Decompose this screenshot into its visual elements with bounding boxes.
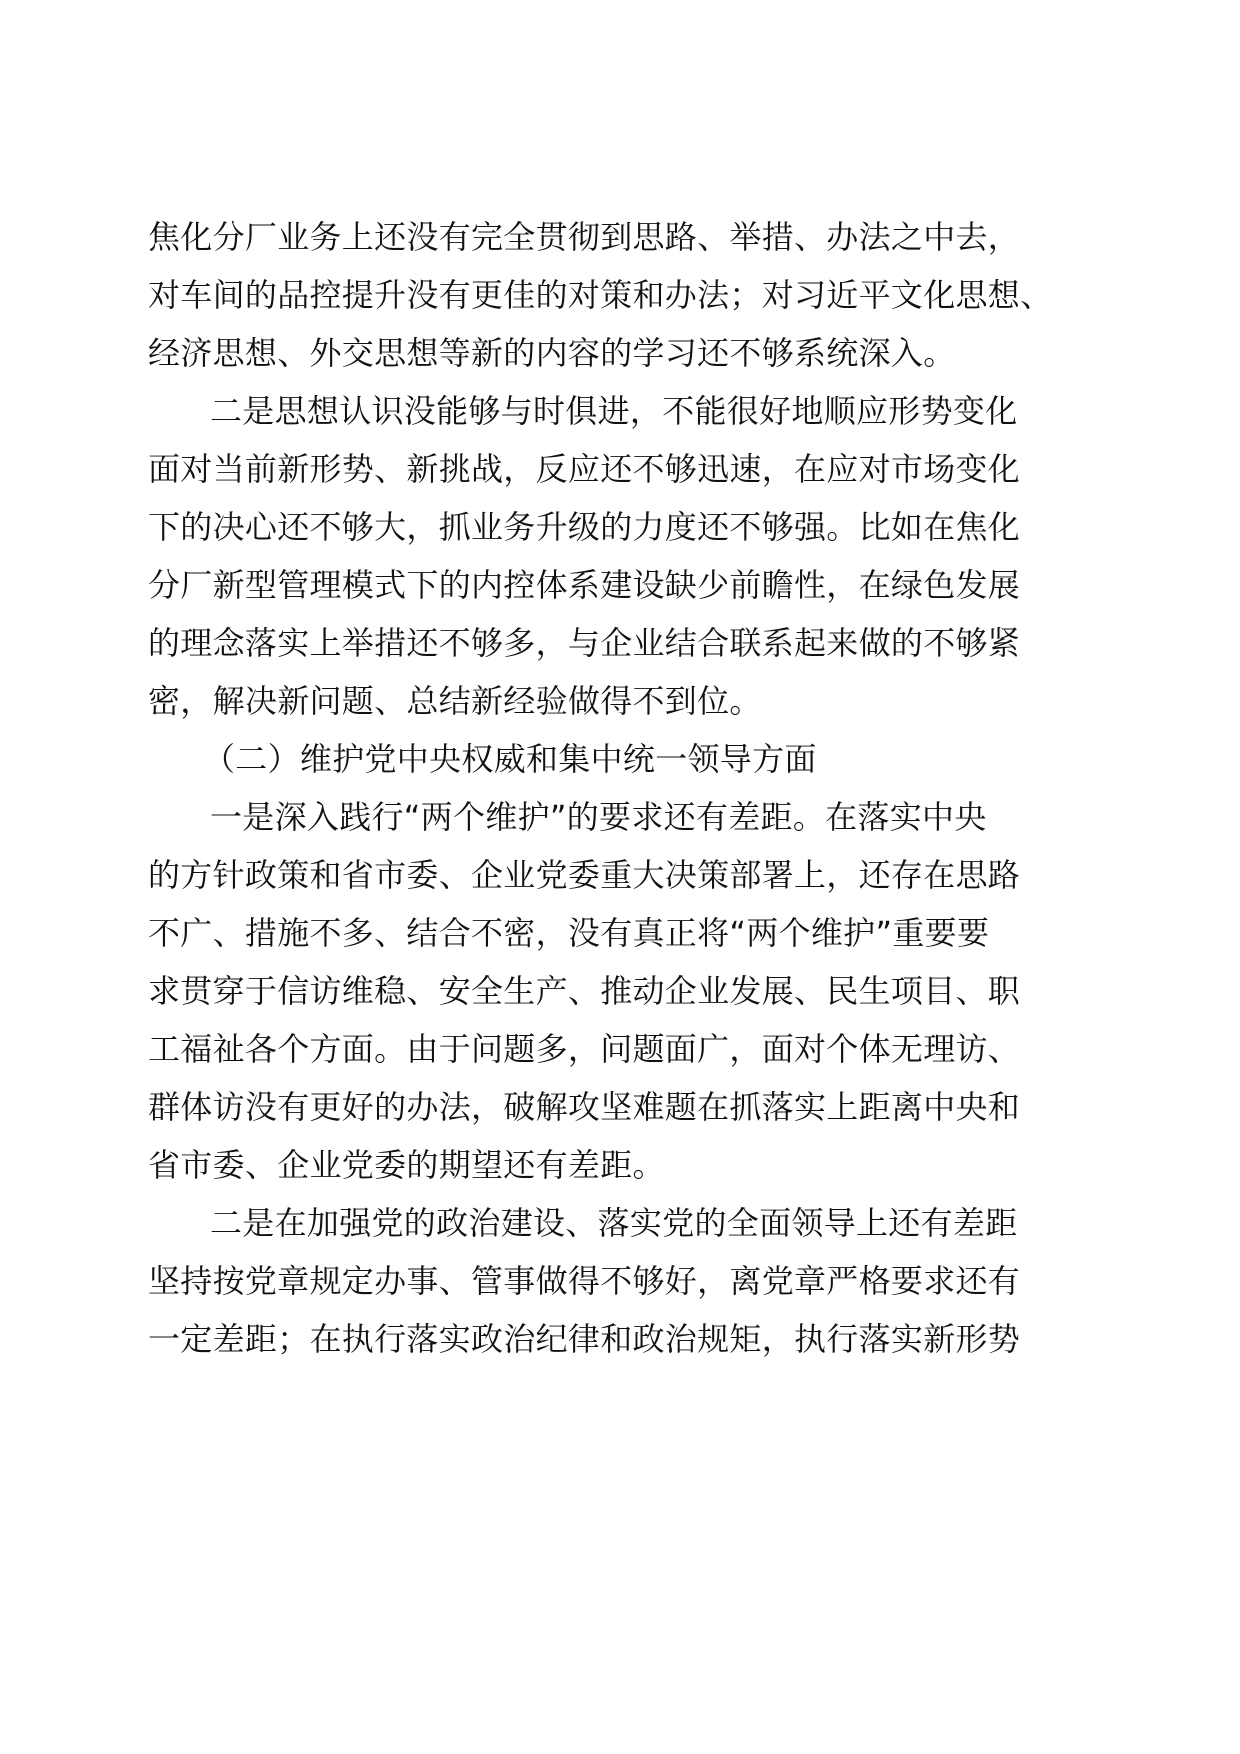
text-line: 密，解决新问题、总结新经验做得不到位。: [148, 682, 762, 720]
text-line: 二是在加强党的政治建设、落实党的全面领导上还有差距: [210, 1204, 1018, 1242]
text-line: 求贯穿于信访维稳、安全生产、推动企业发展、民生项目、职: [148, 972, 1021, 1010]
text-line: 坚持按党章规定办事、管事做得不够好，离党章严格要求还有: [148, 1262, 1021, 1300]
text-line: 的方针政策和省市委、企业党委重大决策部署上，还存在思路: [148, 856, 1021, 894]
text-line: 对车间的品控提升没有更佳的对策和办法；对习近平文化思想、: [148, 276, 1053, 314]
text-line: 经济思想、外交思想等新的内容的学习还不够系统深入。: [148, 334, 956, 372]
text-line: 工福祉各个方面。由于问题多，问题面广，面对个体无理访、: [148, 1030, 1021, 1068]
text-line: 不广、措施不多、结合不密，没有真正将“两个维护”重要要: [148, 914, 990, 952]
text-line: 省市委、企业党委的期望还有差距。: [148, 1146, 665, 1184]
text-line: 面对当前新形势、新挑战，反应还不够迅速，在应对市场变化: [148, 450, 1021, 488]
text-line: 二是思想认识没能够与时俱进，不能很好地顺应形势变化: [210, 392, 1018, 430]
text-line: 下的决心还不够大，抓业务升级的力度还不够强。比如在焦化: [148, 508, 1021, 546]
text-line: 焦化分厂业务上还没有完全贯彻到思路、举措、办法之中去，: [148, 218, 1021, 256]
section-heading: （二）维护党中央权威和集中统一领导方面: [203, 740, 817, 778]
text-line: 一定差距；在执行落实政治纪律和政治规矩，执行落实新形势: [148, 1320, 1021, 1358]
text-line: 分厂新型管理模式下的内控体系建设缺少前瞻性，在绿色发展: [148, 566, 1021, 604]
text-line: 一是深入践行“两个维护”的要求还有差距。在落实中央: [210, 798, 987, 836]
text-line: 群体访没有更好的办法，破解攻坚难题在抓落实上距离中央和: [148, 1088, 1021, 1126]
text-line: 的理念落实上举措还不够多，与企业结合联系起来做的不够紧: [148, 624, 1021, 662]
